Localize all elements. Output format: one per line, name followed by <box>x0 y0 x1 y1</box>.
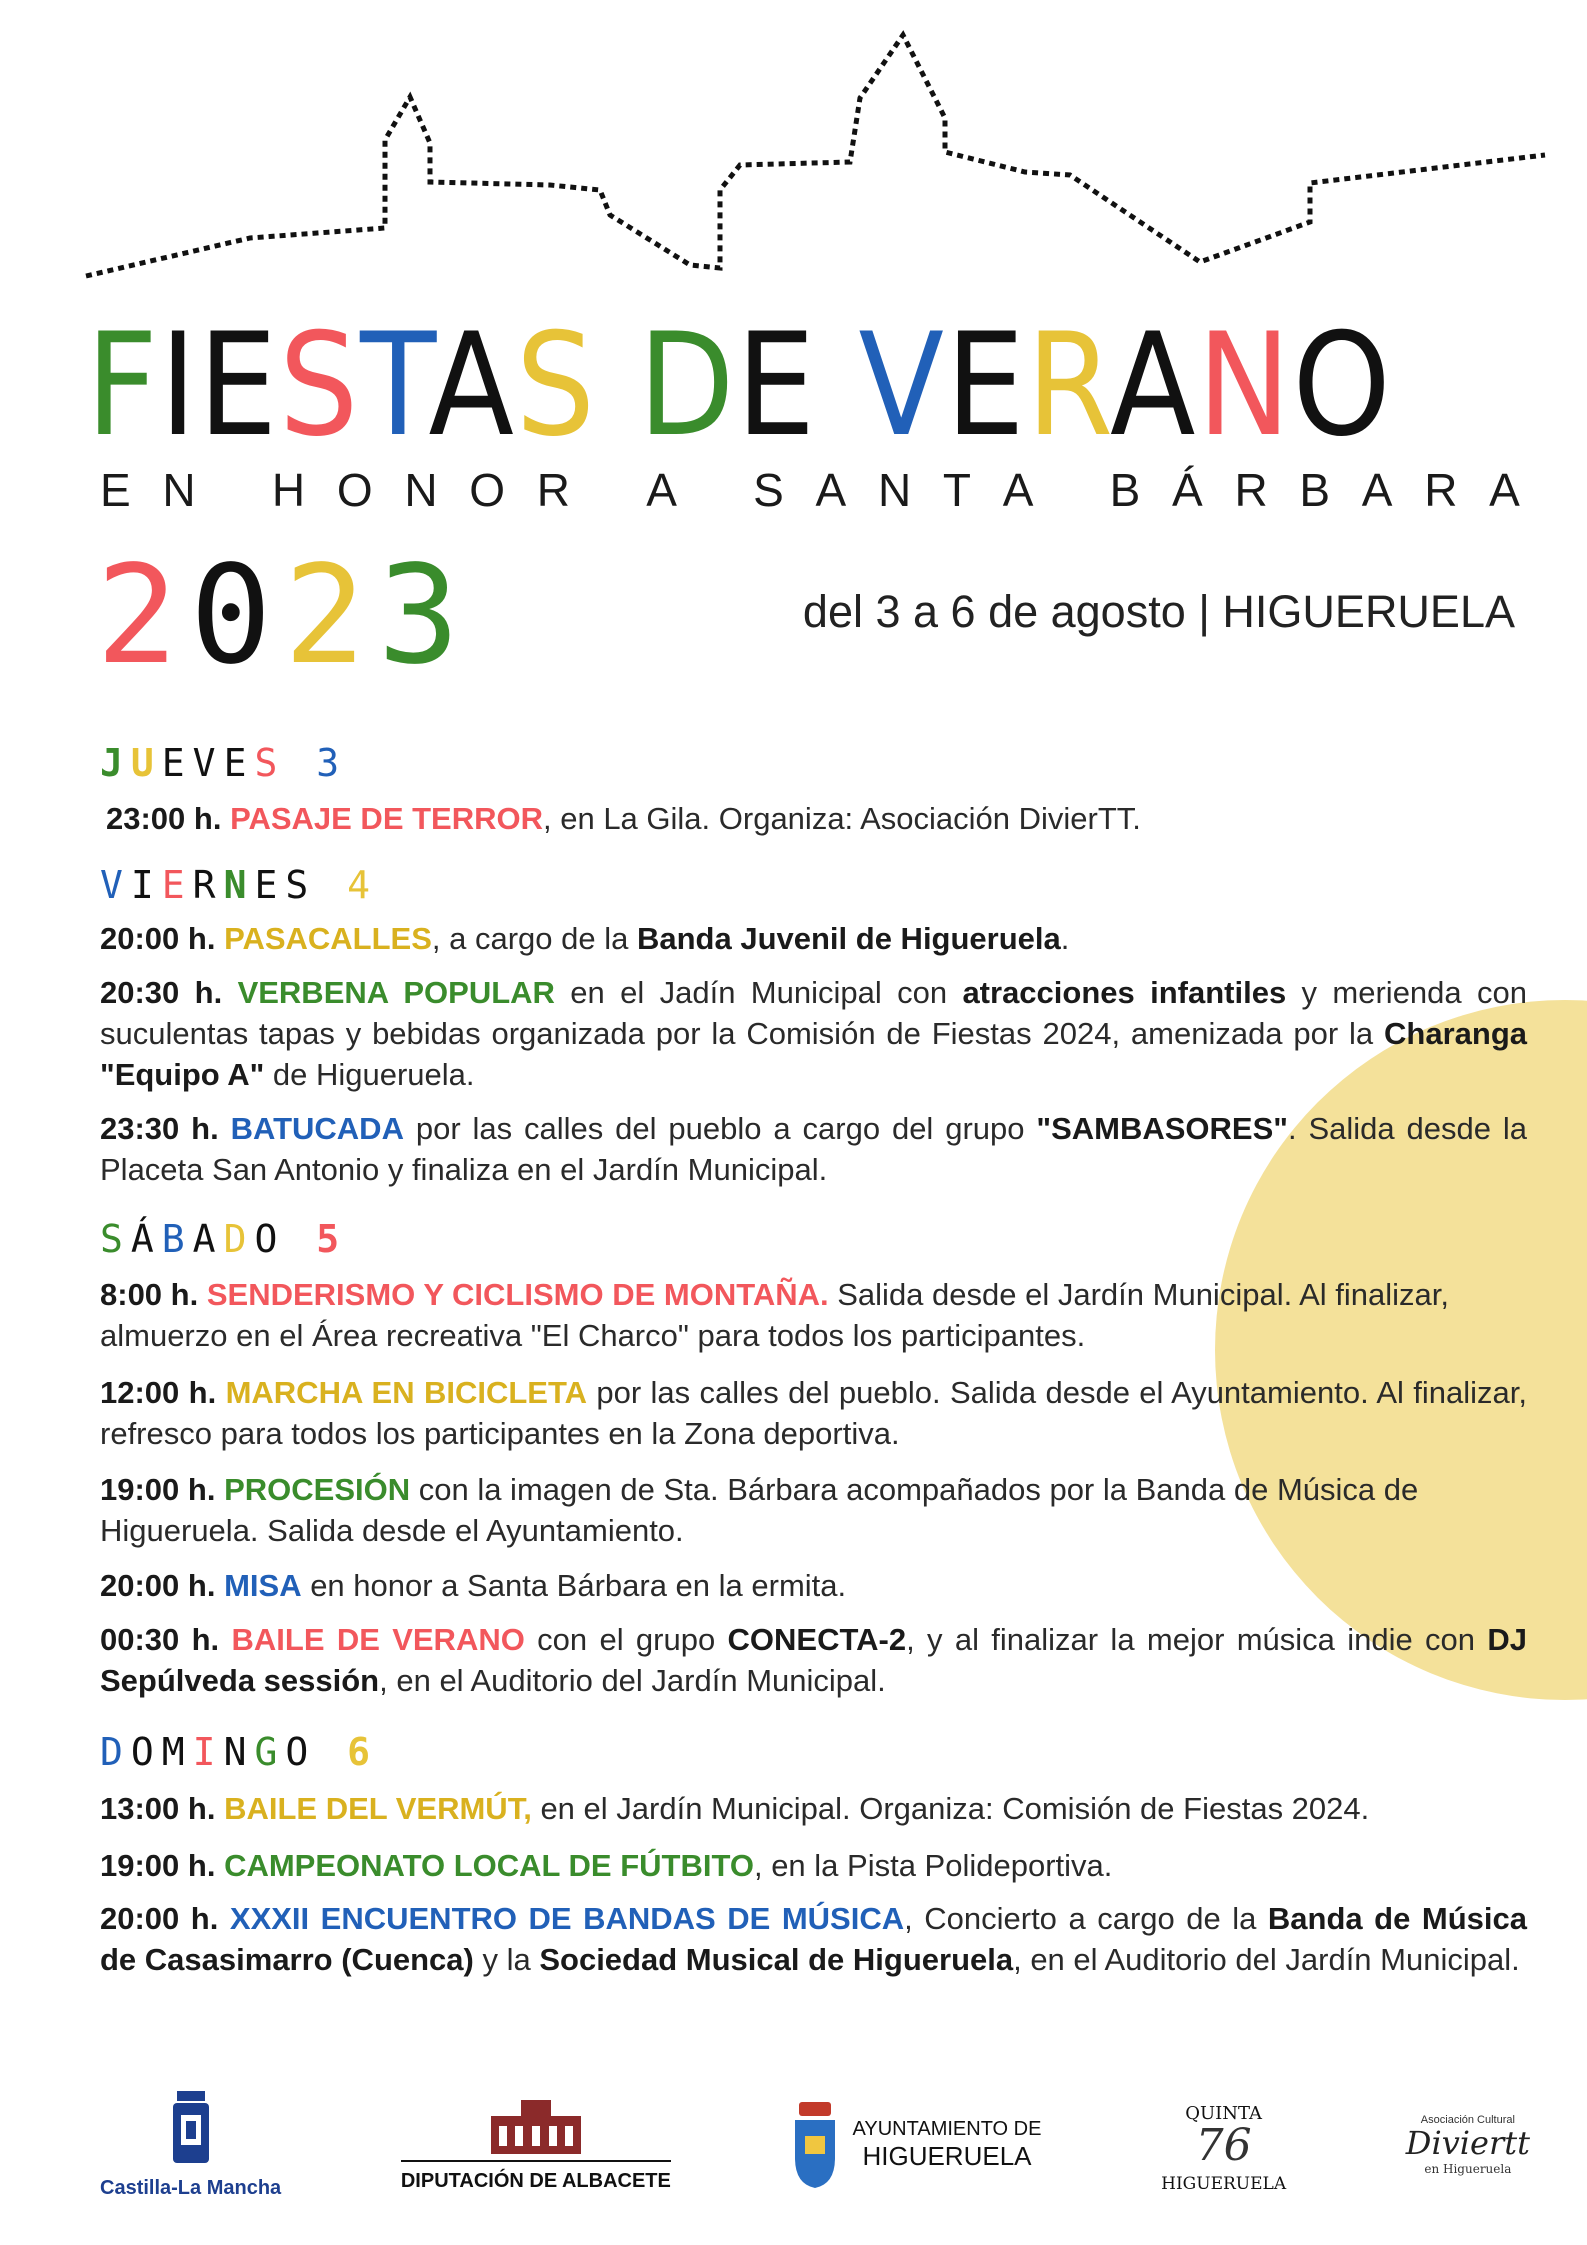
event-item <box>100 1469 1527 1551</box>
subtitle-letter <box>227 463 240 517</box>
event-time: 20:30 h. <box>100 975 223 1010</box>
event-details: en honor a Santa Bárbara en la ermita. <box>301 1568 847 1603</box>
event-name: SENDERISMO Y CICLISMO DE MONTAÑA <box>206 1277 821 1312</box>
letter: E <box>223 741 255 785</box>
letter <box>285 741 316 785</box>
letter: O <box>1292 303 1393 468</box>
event-time: 19:00 h. <box>100 1472 216 1507</box>
letter: S <box>515 303 597 468</box>
letter: 4 <box>347 863 379 907</box>
logo-castilla-la-mancha <box>100 2091 281 2200</box>
event-details: , a cargo de la <box>431 921 637 956</box>
letter <box>817 303 858 468</box>
event-performer: Banda de Música de Casasimarro (Cuenca) <box>100 1901 1527 1977</box>
event-item <box>100 1898 1527 1980</box>
event-time: 8:00 h. <box>100 1277 199 1312</box>
event-item <box>100 1108 1527 1190</box>
event-time: 12:00 h. <box>100 1375 217 1410</box>
letter: S <box>285 863 317 907</box>
letter: 6 <box>347 1730 379 1774</box>
letter: O <box>285 1730 317 1774</box>
subtitle-letter: N <box>404 464 438 516</box>
logo-label: HIGUERUELA <box>1161 2173 1287 2194</box>
letter: E <box>254 863 286 907</box>
event-details: de Higueruela. <box>264 1057 475 1092</box>
event-time: 20:00 h. <box>100 1568 216 1603</box>
event-time: 20:00 h. <box>100 1901 219 1936</box>
event-time: 13:00 h. <box>100 1791 216 1826</box>
event-name: BAILE DEL VERMÚT <box>224 1791 524 1826</box>
event-highlight: atracciones infantiles <box>962 975 1287 1010</box>
event-time: 20:00 h. <box>100 921 216 956</box>
letter: B <box>161 1217 193 1261</box>
logo-label: AYUNTAMIENTO DE <box>852 2118 1042 2140</box>
event-performer: CONECTA-2 <box>727 1622 907 1657</box>
event-details: con el grupo <box>524 1622 728 1657</box>
skyline-dotted-outline <box>0 0 1587 300</box>
event-name: BATUCADA <box>230 1111 404 1146</box>
subtitle-letter: Á <box>1172 464 1203 516</box>
subtitle-letter: B <box>1299 464 1331 516</box>
letter: R <box>1026 303 1110 468</box>
event-performer: "SAMBASORES" <box>1036 1111 1288 1146</box>
event-item <box>100 1372 1527 1454</box>
event-performer: Charanga "Equipo A" <box>100 1016 1527 1092</box>
letter <box>597 303 638 468</box>
event-details: , en el Auditorio del Jardín Municipal. <box>379 1663 886 1698</box>
logo-label-main: HIGUERUELA <box>862 2141 1032 2171</box>
event-subtitle <box>100 463 1520 517</box>
letter: D <box>100 1730 131 1774</box>
event-item <box>100 1565 1527 1606</box>
letter <box>316 863 347 907</box>
event-details: , y al finalizar la mejor música indie con <box>906 1622 1488 1657</box>
logo-label: DIPUTACIÓN DE ALBACETE <box>401 2160 671 2193</box>
day-heading-jueves <box>100 741 348 785</box>
day-heading-domingo <box>100 1730 379 1774</box>
letter: A <box>192 1217 224 1261</box>
letter: T <box>360 303 429 468</box>
letter: G <box>254 1730 286 1774</box>
subtitle-letter: A <box>1361 464 1393 516</box>
letter: J <box>100 741 131 785</box>
letter: R <box>192 863 224 907</box>
event-name: MISA <box>224 1568 302 1603</box>
subtitle-letter: T <box>942 464 971 516</box>
coat-of-arms-icon <box>791 2102 839 2188</box>
event-dates-location: del 3 a 6 de agosto | HIGUERUELA <box>802 586 1515 637</box>
letter <box>285 1217 316 1261</box>
letter: 3 <box>316 741 348 785</box>
event-details: con la imagen de Sta. Bárbara acompañados por la Banda de Música de Higueruela. Salida desde el Ayuntamiento. <box>100 1472 1419 1548</box>
letter: I <box>192 1730 224 1774</box>
subtitle-letter: N <box>162 464 196 516</box>
letter: A <box>428 303 516 468</box>
letter: D <box>223 1217 255 1261</box>
event-name: CAMPEONATO LOCAL DE FÚTBITO <box>224 1848 754 1883</box>
event-item <box>100 918 1527 959</box>
event-item <box>100 1788 1527 1829</box>
logo-label-main: Diviertt <box>1405 2124 1530 2163</box>
subtitle-letter: S <box>753 464 784 516</box>
logo-label: QUINTA <box>1185 2102 1263 2124</box>
event-title <box>86 303 1393 468</box>
event-details: por las calles del pueblo. Salida desde el Ayuntamiento. Al finalizar, refresco para todos los participantes en la Zona deportiva. <box>100 1375 1527 1451</box>
event-name: BAILE DE VERANO <box>231 1622 525 1657</box>
subtitle-letter <box>602 463 615 517</box>
event-details: . Salida desde la Placeta San Antonio y finaliza en el Jardín Municipal. <box>100 1111 1527 1187</box>
logo-quinta-76 <box>1161 2097 1286 2194</box>
letter: 5 <box>316 1217 348 1261</box>
logo-label: en Higueruela <box>1424 2161 1512 2176</box>
event-performer: Sociedad Musical de Higueruela <box>539 1942 1014 1977</box>
event-performer: DJ Sepúlveda sessión <box>100 1622 1527 1698</box>
event-name: MARCHA EN BICICLETA <box>225 1375 587 1410</box>
letter: I <box>159 303 199 468</box>
letter: F <box>86 303 160 468</box>
logo-ayuntamiento-higueruela <box>791 2102 1042 2188</box>
event-name-punct: . <box>820 1277 829 1312</box>
letter: O <box>254 1217 286 1261</box>
event-name: PASACALLES <box>224 921 432 956</box>
day-heading-viernes <box>100 863 379 907</box>
subtitle-letter: A <box>815 464 847 516</box>
event-performer: Banda Juvenil de Higueruela <box>636 921 1061 956</box>
day-heading-sabado <box>100 1217 348 1261</box>
subtitle-letter: A <box>1002 464 1034 516</box>
letter: 2 <box>96 537 190 695</box>
letter: E <box>198 303 279 468</box>
subtitle-letter: R <box>1424 464 1458 516</box>
event-name-punct: , <box>523 1791 532 1826</box>
letter: N <box>1197 303 1293 468</box>
building-icon <box>491 2098 581 2154</box>
letter: 2 <box>283 537 378 695</box>
letter: D <box>638 303 737 468</box>
event-item <box>100 1619 1527 1701</box>
letter: E <box>161 863 193 907</box>
letter: O <box>130 1730 162 1774</box>
event-name: PASAJE DE TERROR <box>230 801 543 836</box>
subtitle-letter: N <box>877 464 912 516</box>
letter: V <box>858 303 946 468</box>
event-details: y la <box>473 1942 540 1977</box>
subtitle-letter <box>1065 463 1078 517</box>
subtitle-letter: O <box>469 464 506 516</box>
subtitle-letter: O <box>336 464 373 516</box>
event-details: y merienda con suculentas tapas y bebidas organizada por la Comisión de Fiestas 2024, amenizada por la <box>100 975 1527 1051</box>
subtitle-letter: R <box>536 464 570 516</box>
letter <box>316 1730 347 1774</box>
logo-label: Castilla-La Mancha <box>100 2176 282 2199</box>
event-item <box>100 1845 1527 1886</box>
event-name: XXXII ENCUENTRO DE BANDAS DE MÚSICA <box>229 1901 905 1936</box>
event-details: por las calles del pueblo a cargo del grupo <box>403 1111 1037 1146</box>
event-time: 23:00 h. <box>106 801 222 836</box>
letter: N <box>223 863 255 907</box>
subtitle-letter: A <box>1489 464 1520 516</box>
subtitle-letter: A <box>646 464 677 516</box>
letter: S <box>254 741 286 785</box>
letter: E <box>161 741 193 785</box>
letter: E <box>945 303 1027 468</box>
event-details: , en el Auditorio del Jardín Municipal. <box>1013 1942 1520 1977</box>
event-details: Salida desde el Jardín Municipal. Al finalizar, almuerzo en el Área recreativa "El Charco" para todos los participantes. <box>100 1277 1449 1353</box>
event-year <box>96 537 472 695</box>
letter: Á <box>130 1217 162 1261</box>
sponsor-logos <box>100 2080 1530 2210</box>
letter: S <box>278 303 361 468</box>
letter: S <box>100 1217 131 1261</box>
event-time: 19:00 h. <box>100 1848 216 1883</box>
event-item <box>106 798 1533 839</box>
letter: 3 <box>377 537 472 695</box>
event-name: PROCESIÓN <box>224 1472 411 1507</box>
castle-crown-icon <box>169 2091 213 2171</box>
event-details: , en La Gila. Organiza: Asociación DivierTT. <box>543 801 1141 836</box>
letter: E <box>736 303 817 468</box>
logo-diviertt <box>1406 2114 1530 2175</box>
event-name: VERBENA POPULAR <box>237 975 555 1010</box>
event-item <box>100 1274 1527 1356</box>
letter: V <box>192 741 224 785</box>
subtitle-letter <box>709 463 722 517</box>
logo-diputacion-albacete <box>401 2098 671 2193</box>
logo-label: Asociación Cultural <box>1420 2114 1515 2127</box>
event-details: en el Jardín Municipal. Organiza: Comisión de Fiestas 2024. <box>531 1791 1370 1826</box>
event-time: 23:30 h. <box>100 1111 219 1146</box>
letter: A <box>1109 303 1198 468</box>
subtitle-letter: B <box>1109 464 1141 516</box>
subtitle-letter: E <box>100 464 131 516</box>
subtitle-letter: R <box>1234 464 1268 516</box>
subtitle-letter: H <box>271 464 306 516</box>
event-details: . <box>1060 921 1070 956</box>
event-item <box>100 972 1527 1095</box>
letter: V <box>100 863 131 907</box>
event-details: en el Jadín Municipal con <box>554 975 963 1010</box>
letter: N <box>223 1730 255 1774</box>
event-details: , Concierto a cargo de la <box>904 1901 1268 1936</box>
letter: 0 <box>189 537 284 695</box>
letter: I <box>130 863 162 907</box>
event-details: , en la Pista Polideportiva. <box>753 1848 1113 1883</box>
letter: U <box>130 741 162 785</box>
event-time: 00:30 h. <box>100 1622 220 1657</box>
logo-number: 76 <box>1195 2119 1252 2171</box>
letter: M <box>161 1730 193 1774</box>
